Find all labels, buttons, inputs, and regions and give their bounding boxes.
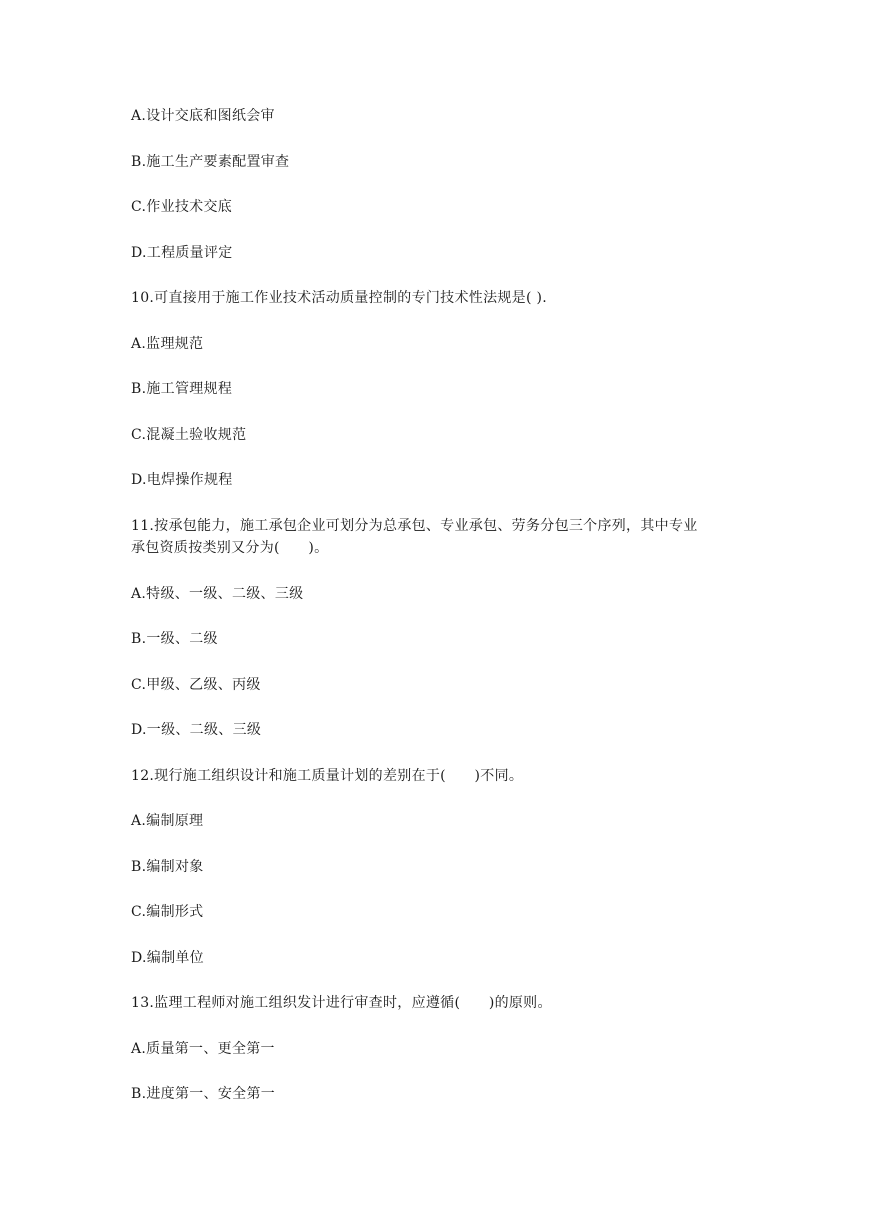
q10-option-c: C.混凝土验收规范 <box>131 427 247 443</box>
q12-option-a: A.编制原理 <box>131 813 204 829</box>
q11-question-line2: 承包资质按类别又分为( )。 <box>131 540 329 556</box>
q12-option-d: D.编制单位 <box>131 950 204 966</box>
q12-option-c: C.编制形式 <box>131 904 204 920</box>
q10-option-b: B.施工管理规程 <box>131 381 233 397</box>
q11-question-line1: 11.按承包能力，施工承包企业可划分为总承包、专业承包、劳务分包三个序列，其中专业 <box>131 518 698 534</box>
q9-option-d: D.工程质量评定 <box>131 245 233 261</box>
q12-question: 12.现行施工组织设计和施工质量计划的差别在于( )不同。 <box>131 768 524 784</box>
q13-option-a: A.质量第一、更全第一 <box>131 1041 275 1057</box>
q13-question: 13.监理工程师对施工组织发计进行审查时，应遵循( )的原则。 <box>131 995 552 1011</box>
q11-option-b: B.一级、二级 <box>131 631 218 647</box>
q10-option-d: D.电焊操作规程 <box>131 472 233 488</box>
q11-option-a: A.特级、一级、二级、三级 <box>131 586 304 602</box>
q11-option-c: C.甲级、乙级、丙级 <box>131 677 261 693</box>
q9-option-a: A.设计交底和图纸会审 <box>131 108 275 124</box>
q13-option-b: B.进度第一、安全第一 <box>131 1086 276 1102</box>
q10-question: 10.可直接用于施工作业技术活动质量控制的专门技术性法规是( ). <box>131 290 547 306</box>
q9-option-b: B.施工生产要素配置审查 <box>131 154 290 170</box>
q12-option-b: B.编制对象 <box>131 859 204 875</box>
q9-option-c: C.作业技术交底 <box>131 199 233 215</box>
q11-option-d: D.一级、二级、三级 <box>131 722 262 738</box>
q10-option-a: A.监理规范 <box>131 336 204 352</box>
